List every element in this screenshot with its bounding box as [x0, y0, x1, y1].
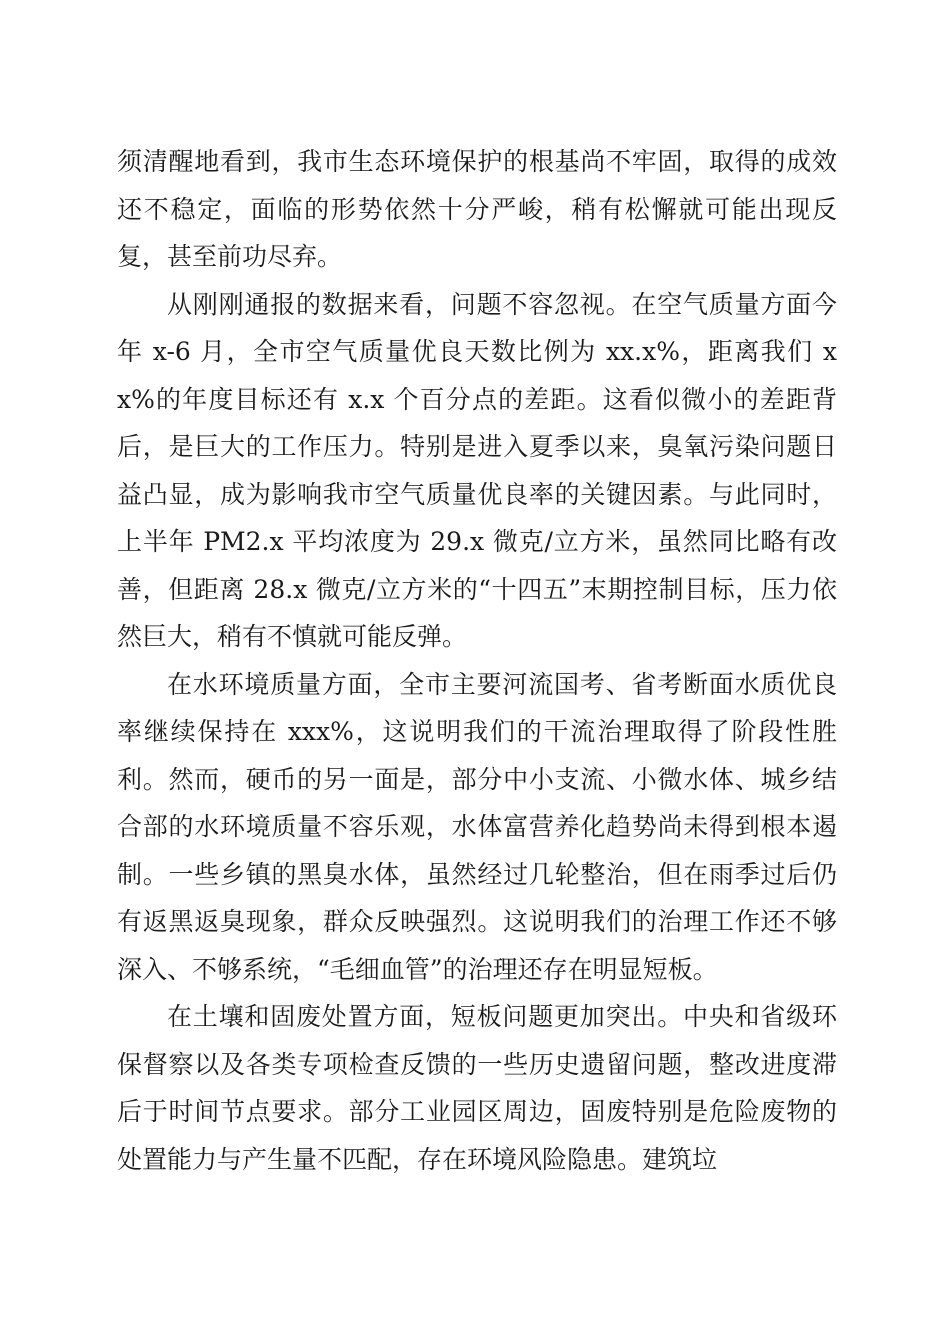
- document-body: [117, 138, 837, 1183]
- paragraph-air-quality: 从刚刚通报的数据来看，问题不容忽视。在空气质量方面今年 x-6 月，全市空气质量优良天数比例为 xx.x%，距离我们 xx%的年度目标还有 x.x 个百分点的差距。这看似微小的差距背后，是巨大的工作压力。特别是进入夏季以来，臭氧污染问题日益凸显，成为影响我市空气质量优良率的关键因素。与此同时，上半年 PM2.x 平均浓度为 29.x 微克/立方米，虽然同比略有改善，但距离 28.x 微克/立方米的“十四五”末期控制目标，压力依然巨大，稍有不慎就可能反弹。: [117, 289, 837, 651]
- paragraph-soil-solid-waste: 在土壤和固废处置方面，短板问题更加突出。中央和省级环保督察以及各类专项检查反馈的一些历史遗留问题，整改进度滞后于时间节点要求。部分工业园区周边，固废特别是危险废物的处置能力与产生量不匹配，存在环境风险隐患。建筑垃: [117, 1002, 837, 1174]
- paragraph-water-quality: 在水环境质量方面，全市主要河流国考、省考断面水质优良率继续保持在 xxx%，这说明我们的干流治理取得了阶段性胜利。然而，硬币的另一面是，部分中小支流、小微水体、城乡结合部的水环境质量不容乐观，水体富营养化趋势尚未得到根本遏制。一些乡镇的黑臭水体，虽然经过几轮整治，但在雨季过后仍有返黑返臭现象，群众反映强烈。这说明我们的治理工作还不够深入、不够系统，“毛细血管”的治理还存在明显短板。: [117, 669, 837, 984]
- paragraph-continuation: 须清醒地看到，我市生态环境保护的根基尚不牢固，取得的成效还不稳定，面临的形势依然十分严峻，稍有松懈就可能出现反复，甚至前功尽弃。: [117, 147, 837, 271]
